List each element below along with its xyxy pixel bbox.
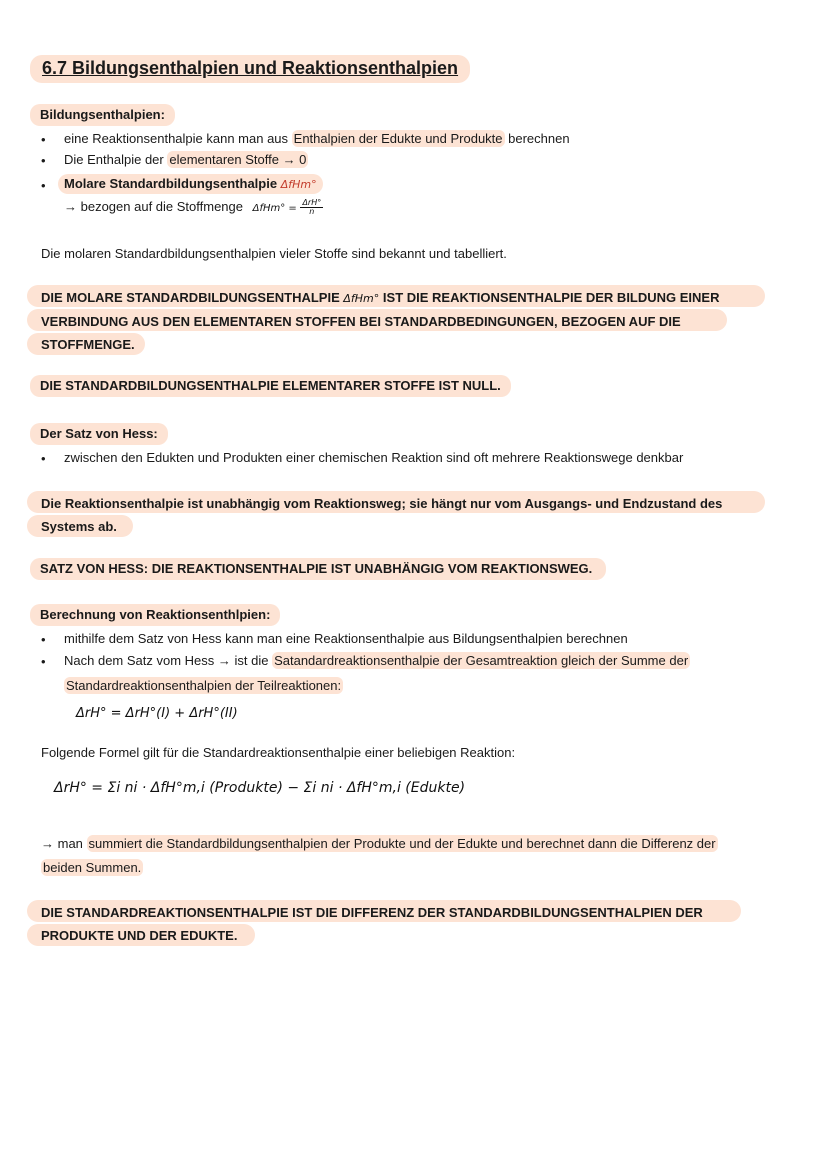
hess-statement-line-1: Die Reaktionsenthalpie ist unabhängig vom Reaktionsweg; sie hängt nur vom Ausgangs- und Endzustand des: [41, 496, 723, 511]
final-caps-line-2: PRODUKTE UND DER EDUKTE.: [41, 928, 238, 943]
summary-line-2: beiden Summen.: [43, 860, 142, 875]
bildung-note: Die molaren Standardbildungsenthalpien vieler Stoffe sind bekannt und tabelliert.: [41, 246, 507, 261]
formel-intro: Folgende Formel gilt für die Standardreaktionsenthalpie einer beliebigen Reaktion:: [41, 745, 516, 760]
bildung-arrow-line: → bezogen auf die Stoffmenge ΔfHm° = $\frac{\text{ΔrH°}}{n}$: [64, 198, 322, 217]
bullet-dot: •: [41, 451, 46, 466]
hess-bullet-1: zwischen den Edukten und Produkten einer chemischen Reaktion sind oft mehrere Reaktionswege denkbar: [64, 450, 684, 465]
hess-caps: SATZ VON HESS: DIE REAKTIONSENTHALPIE IST UNABHÄNGIG VOM REAKTIONSWEG.: [30, 560, 606, 577]
definition-1-line-1: DIE MOLARE STANDARDBILDUNGSENTHALPIE ΔfHm° IST DIE REAKTIONSENTHALPIE DER BILDUNG EINER: [41, 290, 720, 305]
berechnung-bullet-2: Nach dem Satz vom Hess → ist die Satandardreaktionsenthalpie der Gesamtreaktion gleich der Summe der: [64, 653, 689, 668]
final-caps-line-1: DIE STANDARDREAKTIONSENTHALPIE IST DIE DIFFERENZ DER STANDARDBILDUNGSENTHALPIEN DER: [41, 905, 703, 920]
formula-hess-sum: ΔrH° = ΔrH°(I) + ΔrH°(II): [76, 706, 238, 721]
section-heading-hess: Der Satz von Hess:: [30, 425, 168, 442]
bullet-dot: •: [41, 153, 46, 168]
bullet-dot: •: [41, 632, 46, 647]
berechnung-bullet-2-line-2: Standardreaktionsenthalpien der Teilreaktionen:: [66, 678, 342, 693]
bullet-dot: •: [41, 654, 46, 669]
section-heading-berechnung: Berechnung von Reaktionsenthlpien:: [30, 606, 280, 623]
formula-reaction-enthalpy: ΔrH° = Σi ni · ΔfH°m,i (Produkte) − Σi ni · ΔfH°m,i (Edukte): [54, 780, 466, 796]
formula-fraction: $\frac{\text{ΔrH°}}{n}$: [302, 198, 322, 217]
summary-line-1: → man summiert die Standardbildungsenthalpien der Produkte und der Edukte und berechnet dann die Differenz der: [41, 836, 716, 851]
bullet-dot: •: [41, 132, 46, 147]
page-title: [30, 58, 470, 79]
formula-molar-enthalpy: ΔfHm°: [343, 292, 380, 305]
bildung-bullet-1: eine Reaktionsenthalpie kann man aus Enthalpien der Edukte und Produkte berechnen: [64, 131, 570, 146]
page-title-text: 6.7 Bildungsenthalpien und Reaktionsenthalpien: [30, 55, 470, 83]
bildung-bullet-2: Die Enthalpie der elementaren Stoffe → 0: [64, 152, 307, 167]
bullet-dot: •: [41, 178, 46, 193]
definition-1-line-3: STOFFMENGE.: [41, 337, 135, 352]
definition-1-line-2: VERBINDUNG AUS DEN ELEMENTAREN STOFFEN BEI STANDARDBEDINGUNGEN, BEZOGEN AUF DIE: [41, 314, 681, 329]
bildung-bullet-3: Molare Standardbildungsenthalpie ΔfHm°: [58, 175, 323, 193]
hess-statement-line-2: Systems ab.: [41, 519, 117, 534]
formula-molar-enthalpy: ΔfHm°: [280, 178, 317, 191]
section-heading-bildung: Bildungsenthalpien:: [30, 106, 175, 123]
definition-2: DIE STANDARDBILDUNGSENTHALPIE ELEMENTARER STOFFE IST NULL.: [30, 377, 511, 394]
formula-stoffmenge: ΔfHm° =: [252, 203, 297, 214]
berechnung-bullet-1: mithilfe dem Satz von Hess kann man eine Reaktionsenthalpie aus Bildungsenthalpien berechnen: [64, 631, 628, 646]
